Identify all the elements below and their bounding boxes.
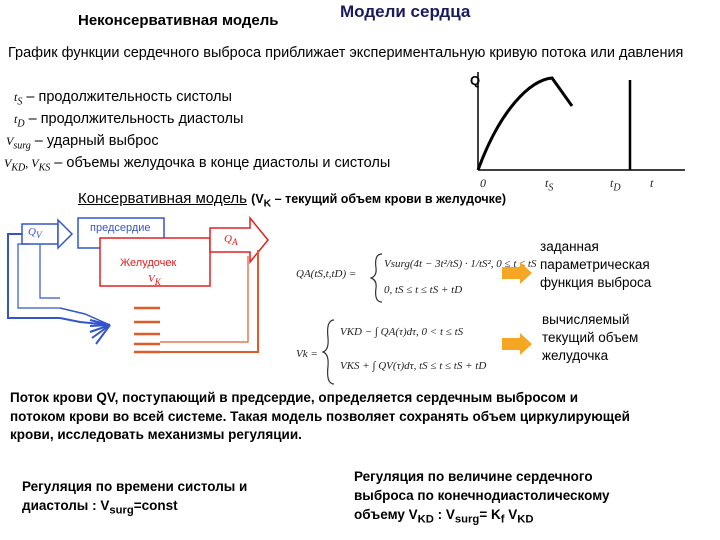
graph-td-label: $t_D$ (610, 176, 621, 194)
definition-vkd-vks: $V_{KD}$, $V_{KS}$ – объемы желудочка в конце диастолы и систолы (4, 155, 391, 174)
conservative-paragraph: Поток крови QV, поступающий в предсердие, определяется сердечным выбросом и потоком крови во всей системе. Такая модель позволяет сохранять объем циркулирующей крови, исследовать механизмы регуляции. (10, 390, 630, 442)
graph-origin-label: 0 (480, 176, 486, 190)
blue-outer-loop (8, 234, 60, 318)
graph-t-label: t (650, 176, 654, 190)
note-volume-description: вычисляемый текущий объем желудочка (542, 312, 639, 363)
vk-formula-row1: VKD − ∫ QA(τ)dτ, 0 < t ≤ tS (340, 326, 464, 338)
qa-formula-lhs: QA(tS,t,tD) = (296, 268, 357, 280)
atrium-label: предсердие (90, 222, 151, 234)
flow-graph (460, 70, 690, 190)
section-title-nonconservative: Неконсервативная модель (78, 12, 279, 29)
qv-arrow (58, 220, 72, 248)
definition-td: $t_D$ – продолжительность диастолы (14, 111, 244, 130)
regulation-volume: Регуляция по величине сердечного выброса по конечнодиастолическому объему $V_{KD}$ : $V_{surg}= K_f$ $V_{KD}$ (354, 469, 610, 526)
note-function-description: заданная параметрическая функция выброса (540, 239, 652, 290)
intro-paragraph: График функции сердечного выброса приближает экспериментальную кривую потока или давления (8, 45, 684, 61)
qa-label: $Q_A$ (224, 233, 238, 248)
arrow-to-note1 (502, 262, 532, 284)
vk-formula-lhs: Vk = (296, 348, 318, 360)
blue-inner-loop-2 (40, 244, 60, 298)
vk-formula-row2: VKS + ∫ QV(τ)dτ, tS ≤ t ≤ tS + tD (340, 360, 487, 372)
vk-brace (322, 318, 336, 386)
section-title-conservative: Консервативная модель ($V_K$ – текущий объем крови в желудочке) (78, 190, 507, 210)
graph-ts-label: $t_S$ (545, 176, 554, 194)
regulation-time: Регуляция по времени систолы и диастолы : $V_{surg}=const$ (22, 479, 248, 517)
qv-label: $Q_V$ (28, 226, 42, 241)
definition-ts: $t_S$ – продолжительность систолы (14, 89, 232, 108)
flow-curve (478, 78, 572, 170)
qa-arrow (210, 218, 268, 262)
qa-brace (370, 252, 384, 304)
arrow-to-note2 (502, 333, 532, 355)
definition-vsurg: $V_{surg}$ – ударный выброс (6, 133, 159, 152)
qa-formula-row2: 0, tS ≤ t ≤ tS + tD (384, 284, 463, 296)
page-title: Модели сердца (340, 2, 471, 21)
graph-y-label: Q (470, 73, 481, 88)
qa-formula-row1: Vsurg(4t − 3t²/tS) · 1/tS², 0 ≤ t ≤ tS (384, 258, 537, 270)
circulation-diagram (0, 210, 285, 380)
ventricle-label: Желудочек (120, 257, 177, 269)
vk-label: $V_K$ (148, 273, 161, 288)
